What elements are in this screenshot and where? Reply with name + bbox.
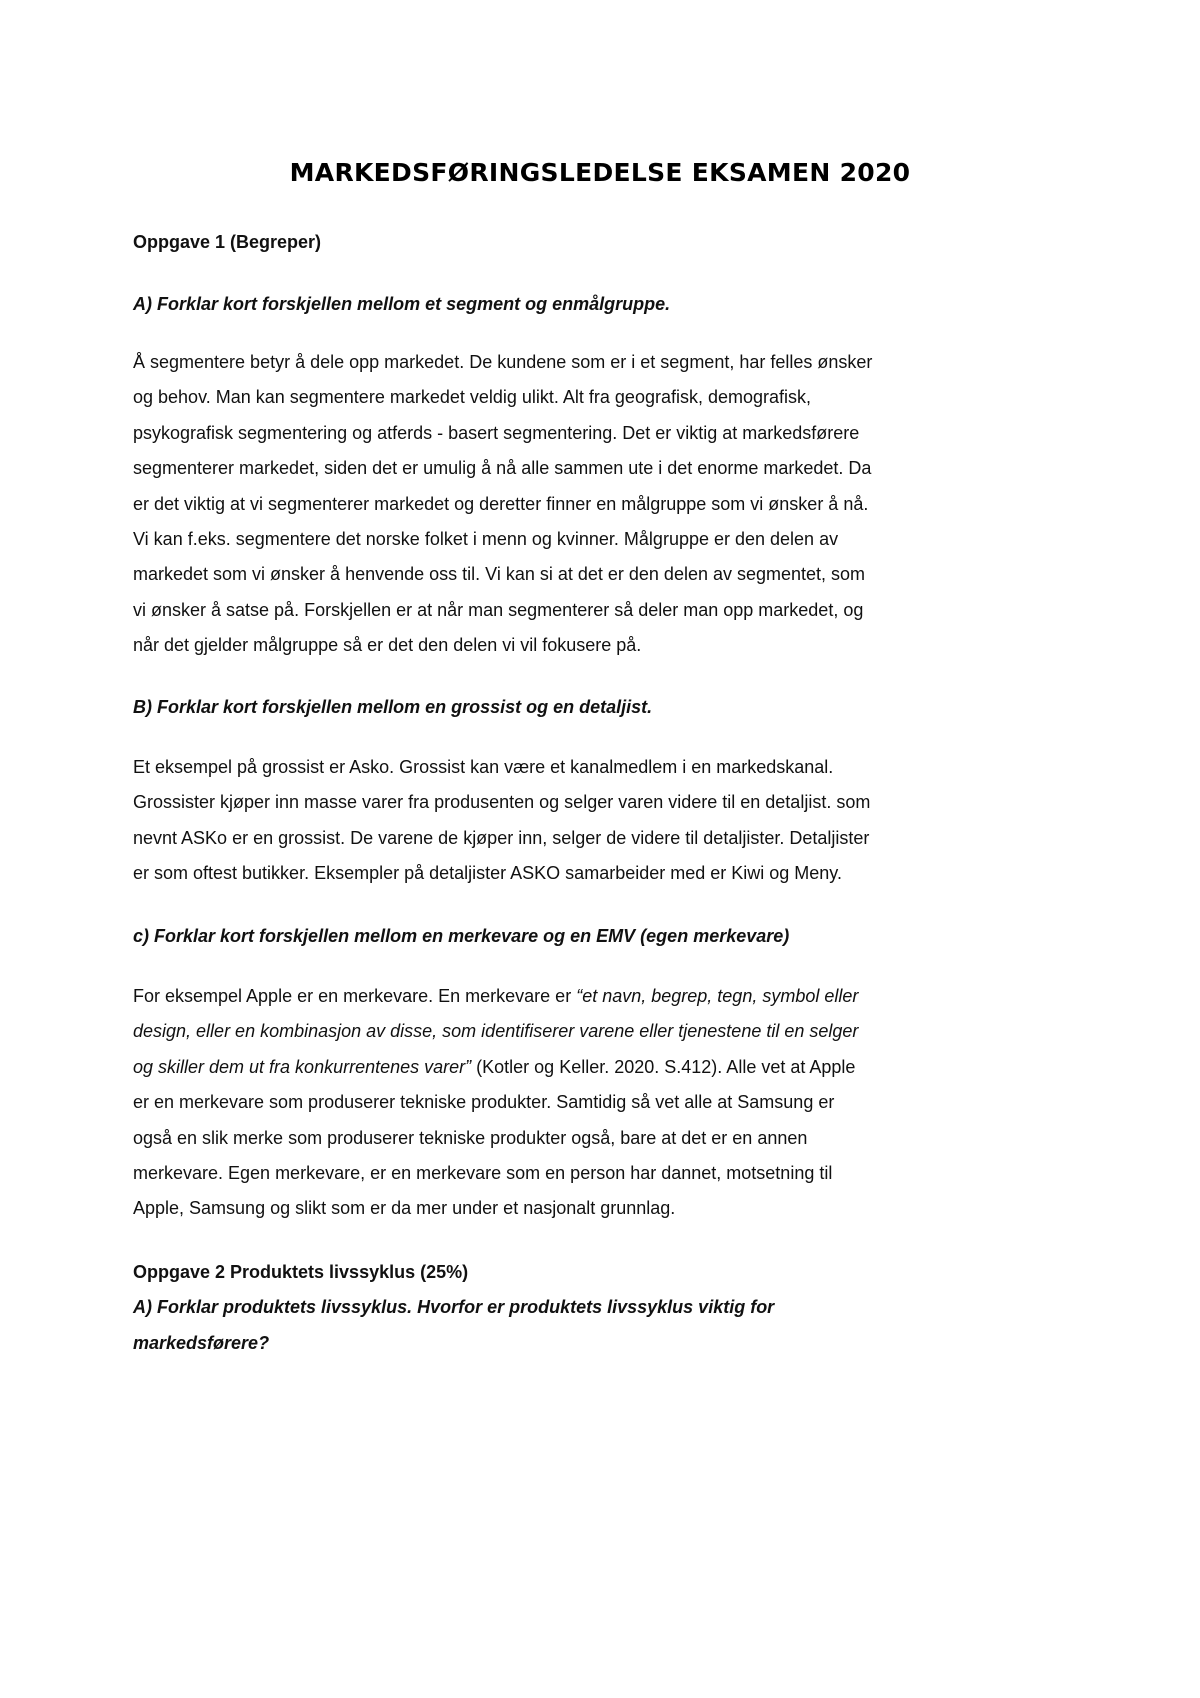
question-a: A) Forklar kort forskjellen mellom et segment og enmålgruppe. [133,294,671,314]
text-line: er som oftest butikker. Eksempler på detaljister ASKO samarbeider med er Kiwi og Meny. [133,863,842,884]
text-line: psykografisk segmentering og atferds - basert segmentering. Det er viktig at markedsførere [133,422,860,443]
section1-heading: Oppgave 1 (Begreper) [133,232,322,252]
document-title: MARKEDSFØRINGSLEDELSE EKSAMEN 2020 [289,158,911,187]
question-c: c) Forklar kort forskjellen mellom en merkevare og en EMV (egen merkevare) [133,926,790,946]
text-line [133,979,1033,1014]
text-plain: For eksempel Apple er en merkevare. En merkevare er [133,986,577,1006]
quote-text: “et navn, begrep, tegn, symbol eller [576,986,859,1006]
text-line: Vi kan f.eks. segmentere det norske folket i menn og kvinner. Målgruppe er den delen av [133,529,839,550]
text-line: vi ønsker å satse på. Forskjellen er at når man segmenterer så deler man opp markedet, og [133,599,864,620]
text-line: Å segmentere betyr å dele opp markedet. De kundene som er i et segment, har felles ønsker [133,352,873,372]
question-b: B) Forklar kort forskjellen mellom en grossist og en detaljist. [133,697,653,717]
answer-c [133,979,1033,1227]
text-line: Et eksempel på grossist er Asko. Grossist kan være et kanalmedlem i en markedskanal. [133,757,834,777]
text-line: Apple, Samsung og slikt som er da mer under et nasjonalt grunnlag. [133,1198,676,1219]
section2-question-line: A) Forklar produktets livssyklus. Hvorfor er produktets livssyklus viktig for [133,1297,775,1318]
text-line: også en slik merke som produserer tekniske produkter også, bare at det er en annen [133,1127,808,1148]
section2-heading: Oppgave 2 Produktets livssyklus (25%) [133,1262,469,1282]
answer-a [133,345,1033,664]
quote-text: og skiller dem ut fra konkurrentenes varer” [133,1056,472,1077]
section2 [133,1255,1033,1361]
citation-text: (Kotler og Keller. 2020. S.412). Alle vet at Apple [471,1056,856,1077]
text-line: er en merkevare som produserer tekniske produkter. Samtidig så vet alle at Samsung er [133,1092,835,1113]
quote-text: design, eller en kombinasjon av disse, som identifiserer varene eller tjenestene til en selger [133,1021,859,1042]
text-line: er det viktig at vi segmenterer markedet og deretter finner en målgruppe som vi ønsker å nå. [133,493,869,514]
section2-question-line: markedsførere? [133,1332,270,1353]
text-line: når det gjelder målgruppe så er det den delen vi vil fokusere på. [133,635,642,656]
text-line: nevnt ASKo er en grossist. De varene de kjøper inn, selger de videre til detaljister. Detaljister [133,827,870,848]
answer-b [133,750,1033,892]
text-line: markedet som vi ønsker å henvende oss til. Vi kan si at det er den delen av segmentet, som [133,564,866,585]
text-line: segmenterer markedet, siden det er umulig å nå alle sammen ute i det enorme markedet. Da [133,458,872,479]
text-line: og behov. Man kan segmentere markedet veldig ulikt. Alt fra geografisk, demografisk, [133,387,812,408]
text-line: merkevare. Egen merkevare, er en merkevare som en person har dannet, motsetning til [133,1163,833,1184]
text-line: Grossister kjøper inn masse varer fra produsenten og selger varen videre til en detaljist. som [133,792,871,813]
text-line [133,1050,1033,1085]
